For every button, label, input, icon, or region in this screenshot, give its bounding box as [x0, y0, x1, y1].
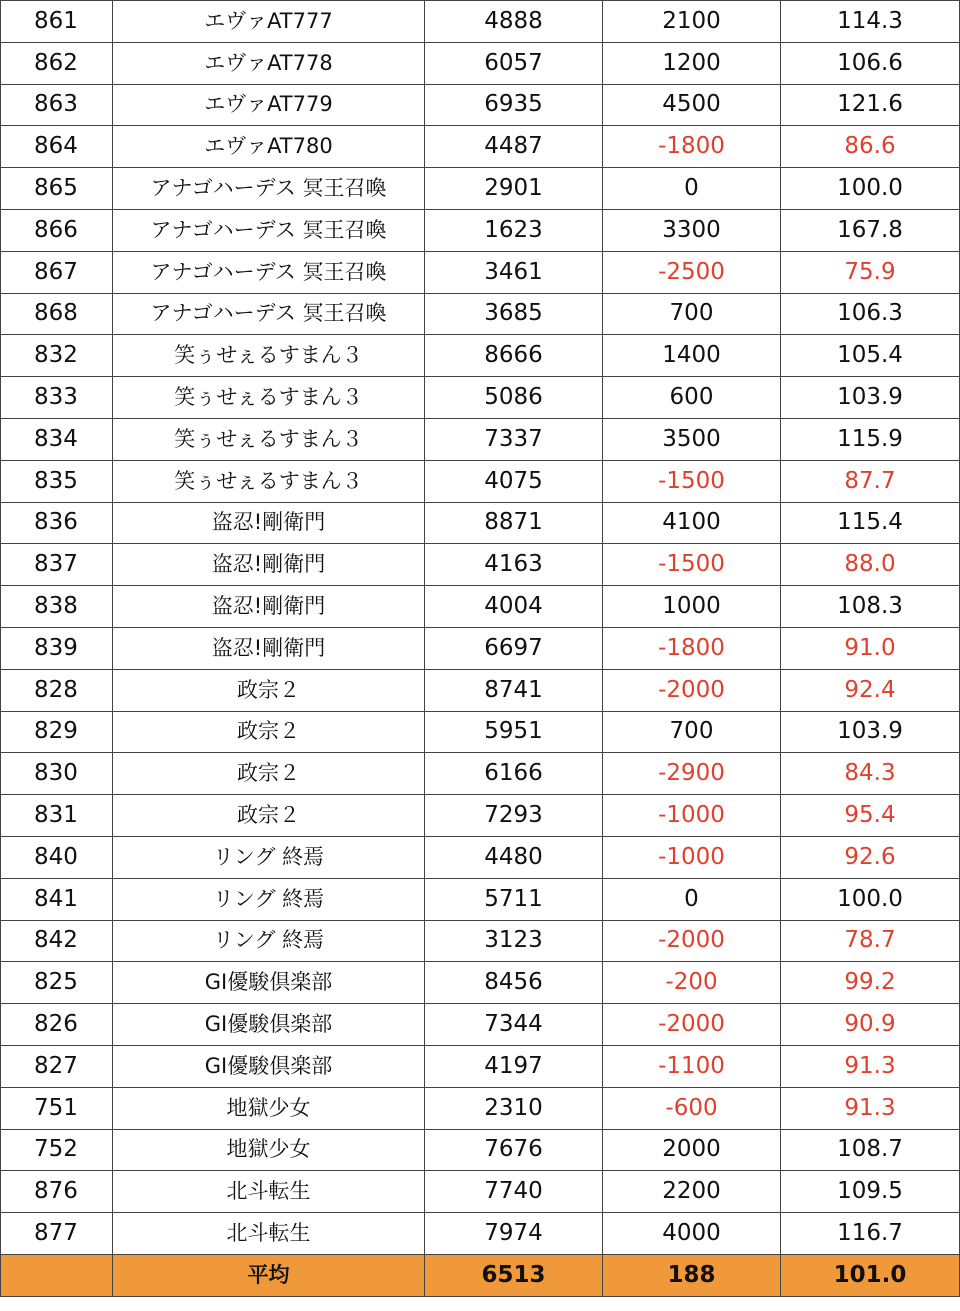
games-played-cell: 4487 — [425, 126, 603, 168]
table-row — [1, 1087, 960, 1129]
games-played-cell: 4075 — [425, 460, 603, 502]
medal-diff-cell: -200 — [603, 962, 781, 1004]
machine-number-cell: 835 — [1, 460, 113, 502]
payout-rate-cell: 103.9 — [781, 377, 960, 419]
machine-number-cell: 876 — [1, 1171, 113, 1213]
machine-name-cell: エヴァAT778 — [113, 42, 425, 84]
table-row — [1, 126, 960, 168]
medal-diff-cell: 1200 — [603, 42, 781, 84]
medal-diff-cell: 700 — [603, 711, 781, 753]
payout-rate-cell: 99.2 — [781, 962, 960, 1004]
machine-name-cell: GI優駿倶楽部 — [113, 1004, 425, 1046]
machine-number-cell: 825 — [1, 962, 113, 1004]
machine-number-cell: 867 — [1, 251, 113, 293]
machine-number-cell: 866 — [1, 209, 113, 251]
payout-rate-cell: 88.0 — [781, 544, 960, 586]
medal-diff-cell: -1800 — [603, 126, 781, 168]
machine-name-cell: GI優駿倶楽部 — [113, 962, 425, 1004]
games-played-cell: 8456 — [425, 962, 603, 1004]
machine-number-cell: 842 — [1, 920, 113, 962]
medal-diff-cell: -2900 — [603, 753, 781, 795]
payout-rate-cell: 105.4 — [781, 335, 960, 377]
machine-name-cell: 笑ぅせぇるすまん３ — [113, 335, 425, 377]
table-row — [1, 878, 960, 920]
medal-diff-cell: -600 — [603, 1087, 781, 1129]
machine-name-cell: 盗忍!剛衛門 — [113, 586, 425, 628]
medal-diff-cell: 3300 — [603, 209, 781, 251]
medal-diff-cell: 1000 — [603, 586, 781, 628]
table-row — [1, 251, 960, 293]
medal-diff-cell: -1500 — [603, 460, 781, 502]
medal-diff-cell: 2000 — [603, 1129, 781, 1171]
table-row — [1, 586, 960, 628]
payout-rate-cell: 106.6 — [781, 42, 960, 84]
average-diff: 188 — [603, 1254, 781, 1296]
medal-diff-cell: 3500 — [603, 418, 781, 460]
games-played-cell: 4163 — [425, 544, 603, 586]
games-played-cell: 4480 — [425, 836, 603, 878]
medal-diff-cell: -1000 — [603, 836, 781, 878]
medal-diff-cell: 4500 — [603, 84, 781, 126]
machine-name-cell: 笑ぅせぇるすまん３ — [113, 418, 425, 460]
medal-diff-cell: -2500 — [603, 251, 781, 293]
payout-rate-cell: 75.9 — [781, 251, 960, 293]
payout-rate-cell: 92.6 — [781, 836, 960, 878]
machine-number-cell: 838 — [1, 586, 113, 628]
payout-rate-cell: 95.4 — [781, 795, 960, 837]
games-played-cell: 6935 — [425, 84, 603, 126]
medal-diff-cell: 2100 — [603, 1, 781, 43]
machine-number-cell: 828 — [1, 669, 113, 711]
machine-number-cell: 863 — [1, 84, 113, 126]
payout-rate-cell: 100.0 — [781, 168, 960, 210]
games-played-cell: 3685 — [425, 293, 603, 335]
machine-name-cell: アナゴハーデス 冥王召喚 — [113, 293, 425, 335]
payout-rate-cell: 167.8 — [781, 209, 960, 251]
medal-diff-cell: 1400 — [603, 335, 781, 377]
machine-number-cell: 861 — [1, 1, 113, 43]
payout-rate-cell: 115.9 — [781, 418, 960, 460]
machine-number-cell: 827 — [1, 1045, 113, 1087]
machine-number-cell: 752 — [1, 1129, 113, 1171]
table-row — [1, 42, 960, 84]
machine-name-cell: エヴァAT779 — [113, 84, 425, 126]
machine-number-cell: 829 — [1, 711, 113, 753]
machine-number-cell: 868 — [1, 293, 113, 335]
machine-name-cell: GI優駿倶楽部 — [113, 1045, 425, 1087]
games-played-cell: 7293 — [425, 795, 603, 837]
table-row — [1, 795, 960, 837]
games-played-cell: 4004 — [425, 586, 603, 628]
payout-rate-cell: 109.5 — [781, 1171, 960, 1213]
table-row — [1, 168, 960, 210]
table-row — [1, 502, 960, 544]
games-played-cell: 4197 — [425, 1045, 603, 1087]
payout-rate-cell: 90.9 — [781, 1004, 960, 1046]
machine-name-cell: リング 終焉 — [113, 878, 425, 920]
machine-name-cell: 北斗転生 — [113, 1171, 425, 1213]
medal-diff-cell: 0 — [603, 878, 781, 920]
table-body — [1, 1, 960, 1255]
games-played-cell: 4888 — [425, 1, 603, 43]
machine-number-cell: 840 — [1, 836, 113, 878]
payout-rate-cell: 78.7 — [781, 920, 960, 962]
machine-number-cell: 839 — [1, 627, 113, 669]
average-rate: 101.0 — [781, 1254, 960, 1296]
games-played-cell: 3123 — [425, 920, 603, 962]
machine-number-cell: 826 — [1, 1004, 113, 1046]
machine-name-cell: リング 終焉 — [113, 836, 425, 878]
payout-rate-cell: 108.7 — [781, 1129, 960, 1171]
medal-diff-cell: -2000 — [603, 1004, 781, 1046]
table-row — [1, 711, 960, 753]
payout-rate-cell: 103.9 — [781, 711, 960, 753]
machine-name-cell: 盗忍!剛衛門 — [113, 544, 425, 586]
payout-rate-cell: 108.3 — [781, 586, 960, 628]
table-row — [1, 836, 960, 878]
machine-name-cell: 地獄少女 — [113, 1087, 425, 1129]
table-row — [1, 1213, 960, 1255]
machine-name-cell: 盗忍!剛衛門 — [113, 627, 425, 669]
table-row — [1, 920, 960, 962]
payout-rate-cell: 121.6 — [781, 84, 960, 126]
payout-rate-cell: 114.3 — [781, 1, 960, 43]
machine-name-cell: 政宗２ — [113, 669, 425, 711]
payout-rate-cell: 84.3 — [781, 753, 960, 795]
table-row — [1, 335, 960, 377]
payout-rate-cell: 106.3 — [781, 293, 960, 335]
machine-name-cell: 笑ぅせぇるすまん３ — [113, 460, 425, 502]
games-played-cell: 6057 — [425, 42, 603, 84]
machine-number-cell: 841 — [1, 878, 113, 920]
payout-rate-cell: 91.3 — [781, 1087, 960, 1129]
games-played-cell: 8666 — [425, 335, 603, 377]
games-played-cell: 5951 — [425, 711, 603, 753]
table-row — [1, 377, 960, 419]
machine-name-cell: アナゴハーデス 冥王召喚 — [113, 168, 425, 210]
table-row — [1, 669, 960, 711]
games-played-cell: 3461 — [425, 251, 603, 293]
table-row — [1, 84, 960, 126]
machine-name-cell: アナゴハーデス 冥王召喚 — [113, 251, 425, 293]
table-row — [1, 1129, 960, 1171]
table-row — [1, 1004, 960, 1046]
table-row — [1, 418, 960, 460]
medal-diff-cell: -1000 — [603, 795, 781, 837]
medal-diff-cell: 4000 — [603, 1213, 781, 1255]
games-played-cell: 6697 — [425, 627, 603, 669]
payout-rate-cell: 100.0 — [781, 878, 960, 920]
medal-diff-cell: -1500 — [603, 544, 781, 586]
table-row — [1, 1171, 960, 1213]
machine-number-cell: 832 — [1, 335, 113, 377]
medal-diff-cell: 4100 — [603, 502, 781, 544]
average-label: 平均 — [113, 1254, 425, 1296]
machine-number-cell: 837 — [1, 544, 113, 586]
table-row — [1, 627, 960, 669]
machine-name-cell: 政宗２ — [113, 711, 425, 753]
machine-name-cell: 政宗２ — [113, 795, 425, 837]
machine-number-cell: 751 — [1, 1087, 113, 1129]
machine-name-cell: 政宗２ — [113, 753, 425, 795]
games-played-cell: 7337 — [425, 418, 603, 460]
games-played-cell: 8741 — [425, 669, 603, 711]
table-row — [1, 962, 960, 1004]
table-row — [1, 460, 960, 502]
games-played-cell: 7740 — [425, 1171, 603, 1213]
average-machine-number — [1, 1254, 113, 1296]
games-played-cell: 7344 — [425, 1004, 603, 1046]
machine-number-cell: 830 — [1, 753, 113, 795]
machine-number-cell: 831 — [1, 795, 113, 837]
machine-name-cell: エヴァAT777 — [113, 1, 425, 43]
average-row — [1, 1254, 960, 1296]
machine-number-cell: 833 — [1, 377, 113, 419]
table-row — [1, 209, 960, 251]
payout-rate-cell: 91.3 — [781, 1045, 960, 1087]
games-played-cell: 8871 — [425, 502, 603, 544]
table-row — [1, 753, 960, 795]
medal-diff-cell: -1100 — [603, 1045, 781, 1087]
games-played-cell: 6166 — [425, 753, 603, 795]
machine-name-cell: リング 終焉 — [113, 920, 425, 962]
average-games: 6513 — [425, 1254, 603, 1296]
medal-diff-cell: -2000 — [603, 920, 781, 962]
machine-name-cell: 地獄少女 — [113, 1129, 425, 1171]
machine-name-cell: 盗忍!剛衛門 — [113, 502, 425, 544]
payout-rate-cell: 86.6 — [781, 126, 960, 168]
medal-diff-cell: 700 — [603, 293, 781, 335]
machine-name-cell: 笑ぅせぇるすまん３ — [113, 377, 425, 419]
table-row — [1, 544, 960, 586]
table-row — [1, 1045, 960, 1087]
games-played-cell: 5086 — [425, 377, 603, 419]
games-played-cell: 7974 — [425, 1213, 603, 1255]
medal-diff-cell: 2200 — [603, 1171, 781, 1213]
payout-rate-cell: 91.0 — [781, 627, 960, 669]
games-played-cell: 7676 — [425, 1129, 603, 1171]
games-played-cell: 1623 — [425, 209, 603, 251]
machine-number-cell: 836 — [1, 502, 113, 544]
medal-diff-cell: -2000 — [603, 669, 781, 711]
machine-name-cell: アナゴハーデス 冥王召喚 — [113, 209, 425, 251]
machine-number-cell: 834 — [1, 418, 113, 460]
machine-number-cell: 865 — [1, 168, 113, 210]
table-row — [1, 293, 960, 335]
games-played-cell: 5711 — [425, 878, 603, 920]
medal-diff-cell: 0 — [603, 168, 781, 210]
medal-diff-cell: -1800 — [603, 627, 781, 669]
medal-diff-cell: 600 — [603, 377, 781, 419]
machine-number-cell: 862 — [1, 42, 113, 84]
machine-number-cell: 864 — [1, 126, 113, 168]
payout-rate-cell: 92.4 — [781, 669, 960, 711]
payout-rate-cell: 87.7 — [781, 460, 960, 502]
games-played-cell: 2901 — [425, 168, 603, 210]
machine-name-cell: エヴァAT780 — [113, 126, 425, 168]
payout-rate-cell: 115.4 — [781, 502, 960, 544]
machine-name-cell: 北斗転生 — [113, 1213, 425, 1255]
table-row — [1, 1, 960, 43]
payout-rate-cell: 116.7 — [781, 1213, 960, 1255]
machine-number-cell: 877 — [1, 1213, 113, 1255]
games-played-cell: 2310 — [425, 1087, 603, 1129]
